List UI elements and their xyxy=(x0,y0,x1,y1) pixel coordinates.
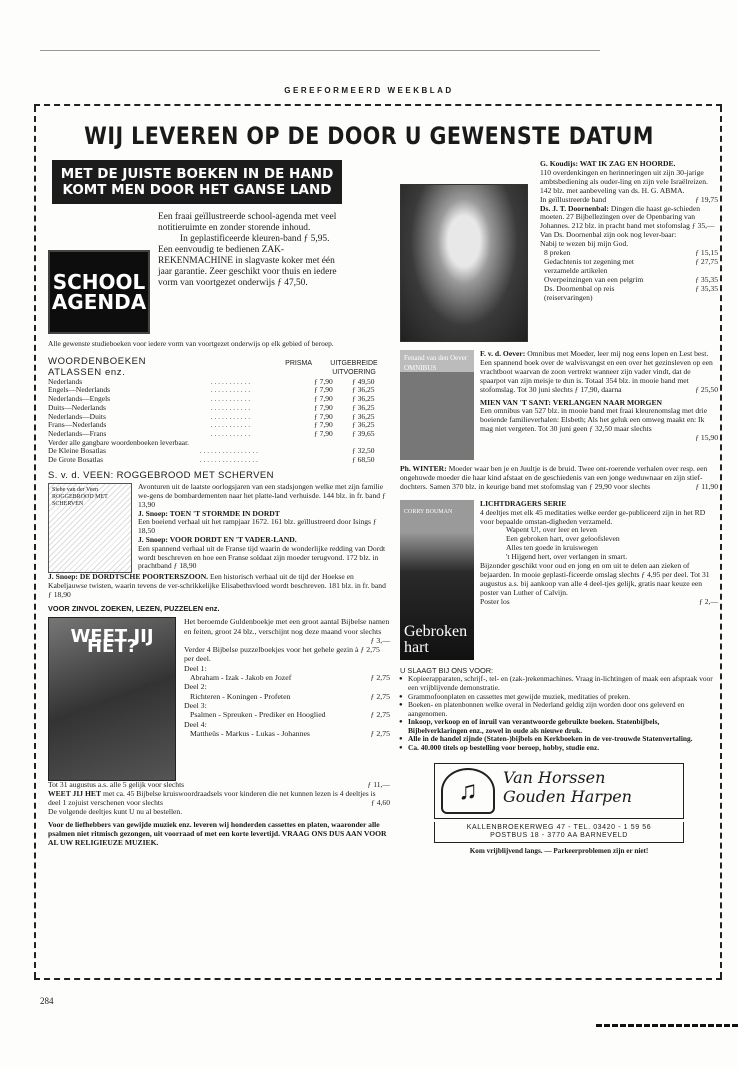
deel-title: Richteren - Koningen - Profeten xyxy=(190,691,291,701)
koudijs-desc: 110 overdenkingen en herinneringen uit zijn 30-jarige ambtsbediening als ouder-ling en zijn vele Israëlreizen. 142 blz. met aanbeveling van ds. H. G. ABMA. xyxy=(540,167,708,195)
wb-uitg: ƒ 36,25 xyxy=(352,394,375,404)
gb-totals xyxy=(48,781,390,848)
list-item: ● Inkoop, verkoop en of inruil van verantwoorde gebruikte boeken. Statenbijbels, Bijbelverklaringen enz., zowel in oude als nieuwe druk. xyxy=(400,718,718,735)
list-item: Alles ten goede in kruiswegen xyxy=(506,543,598,553)
winter-desc: Moeder waar ben je en Juultje is de bruid. Twee ont-roerende verhalen over resp. een ongehuwde moeder die haar kind afstaat en de geschiedenis van een jonge weduwnaar en zijn stief-dochters. Samen 370 blz. in keurige band met stofomslag van ƒ 29,90 voor slechts xyxy=(400,464,708,491)
lichtdragers-titles xyxy=(480,526,718,562)
wb-prisma: ƒ 7,90 xyxy=(314,420,333,430)
bosatlas-table xyxy=(48,447,390,464)
doorn-item-name: Overpeinzingen van een pelgrim xyxy=(544,274,644,284)
wb-name: Engels—Nederlands xyxy=(48,385,111,395)
atlassen-title: ATLASSEN enz. xyxy=(48,367,126,379)
gb-tot-label: Tot 31 augustus a.s. alle 5 gelijk voor slechts xyxy=(48,780,185,790)
deel-price: ƒ 2,75 xyxy=(370,710,390,720)
right-column xyxy=(400,160,718,856)
deel-label: Deel 2: xyxy=(184,682,207,692)
gebroken-hart-cover-image xyxy=(400,500,474,660)
roggebrood-cover-image: Siebe van der Veen ROGGEBROOD MET SCHERVEN xyxy=(48,483,132,573)
book2-author: CORRY BOUMAN xyxy=(404,508,453,515)
list-item xyxy=(184,729,390,738)
lichtdragers-desc: 4 deeltjes met elk 45 meditaties welke eerder ge-publiceerd zijn in het RD voor bepaalde omstan-digheden verzameld. xyxy=(480,507,706,526)
wb-name: Nederlands—Frans xyxy=(48,429,107,438)
wb-name: Nederlands xyxy=(48,376,83,386)
oever-desc: Omnibus met Moeder, leer mij nog eens lopen en Lest best. Een spannend boek over de walvisvangst en een over het gezinsleven op een vrachtboot waarvan de zoon vertrekt wanneer zijn vader vindt, dat de spaarpot van zijn meisje te dun is. Totaal 354 blz. in mooie band met stofomslag. Tot 30 juni slechts ƒ 17,90, daarna xyxy=(480,349,713,394)
list-item xyxy=(540,285,718,303)
list-item xyxy=(540,258,718,276)
veen-block xyxy=(48,483,390,573)
doorn-item-price: ƒ 27,75 xyxy=(695,256,718,266)
lichtdragers-title: LICHTDRAGERS SERIE xyxy=(480,498,567,508)
wb-uitg: ƒ 36,25 xyxy=(352,385,375,395)
deel-title: Abraham - Izak - Jakob en Jozef xyxy=(190,673,292,683)
list-item: ● Grammofoonplaten en cassettes met gewijde muziek, meditaties of preken. xyxy=(400,693,718,702)
store-logo-box xyxy=(434,763,684,819)
bos-name: De Kleine Bosatlas xyxy=(48,446,106,456)
doorn-item-price: ƒ 35,35 xyxy=(695,283,718,293)
gb-tot-price: ƒ 11,— xyxy=(367,780,390,790)
deel-price: ƒ 2,75 xyxy=(370,691,390,701)
snoep-desc-1: Een boeiend verhaal uit het rampjaar 1672. 161 blz. geïllustreerd door Isings ƒ 18,50 xyxy=(138,517,377,536)
bos-price: ƒ 32,50 xyxy=(352,446,375,456)
oever-block xyxy=(400,350,718,460)
store-footer: Kom vrijblijvend langs. — Parkeerproblemen zijn er niet! xyxy=(469,846,649,855)
zinvol-heading: VOOR ZINVOL ZOEKEN, LEZEN, PUZZELEN enz. xyxy=(48,603,220,613)
agenda-desc: Een fraai geïllustreerde school-agenda met veel notitieruimte en zonder storende inhoud. xyxy=(158,212,337,233)
doorn-item-name: Ds. Doornenbal op reis (reiservaringen) xyxy=(544,283,615,302)
wb-note: Verder alle gangbare woordenboeken leverbaar. xyxy=(48,437,189,447)
wb-name: Duits—Nederlands xyxy=(48,402,106,412)
bos-dots: . . . . . . . . . . . . . . . . xyxy=(199,446,258,456)
wb-name: Nederlands—Duits xyxy=(48,411,106,421)
table-row xyxy=(48,456,390,465)
banner-headline: WIJ LEVEREN OP DE DOOR U GEWENSTE DATUM xyxy=(84,122,654,150)
bos-price: ƒ 68,50 xyxy=(352,455,375,464)
school-agenda-image: SCHOOL AGENDA xyxy=(48,250,150,334)
snoep-block-3 xyxy=(48,573,390,599)
book2-title: Gebroken hart xyxy=(404,622,468,656)
agenda-price: In geplastificeerde kleuren-band ƒ 5,95. xyxy=(180,234,330,244)
wb-dots: . . . . . . . . . . . xyxy=(210,411,251,421)
doornenbal-items xyxy=(540,249,718,302)
deel-label: Deel 3: xyxy=(184,700,207,710)
winter-block xyxy=(400,465,718,492)
poster-price: ƒ 2,— xyxy=(699,596,718,606)
top-rule xyxy=(40,50,600,51)
koudijs-price-label: In geïllustreerde band xyxy=(540,194,607,204)
harp-logo-icon: ♫ xyxy=(441,768,495,814)
wb-prisma: ƒ 7,90 xyxy=(314,411,333,421)
store-address-2: POSTBUS 18 - 3770 AA BARNEVELD xyxy=(490,831,628,839)
slaagt-heading: U SLAAGT BIJ ONS VOOR: xyxy=(400,665,494,675)
snoep-title-1: J. Snoep: TOEN 'T STORMDE IN DORDT xyxy=(138,508,280,518)
deel-title: Psalmen - Spreuken - Prediker en Hooglied xyxy=(190,710,326,720)
agenda-text xyxy=(158,212,348,334)
oever-title: F. v. d. Oever: xyxy=(480,349,526,358)
lichtdragers-desc-2: Bijzonder geschikt voor oud en jong en om uit te delen aan zieken of bejaarden. In mooie geplasti-ficeerde omslag slechts ƒ 4,95 per deel. Tot 31 augustus a.s. bij aankoop van alle 4 deel-tjes gelijk, gratis naar keuze een poster van Luther of Calvijn. xyxy=(480,561,710,597)
wb-name: Frans—Nederlands xyxy=(48,420,107,430)
doorn-item-price: ƒ 15,15 xyxy=(695,248,718,258)
sant-desc: Een omnibus van 527 blz. in mooie band met fraai kleurenomslag met drie boeiende familieverhalen: Elsbeth; Als het geluk een omweg maakt en: Ik mag niet vergeten. Tot 30 juni geen ƒ 32,50 maar slechts xyxy=(480,406,708,434)
gb-price: ƒ 3,— xyxy=(370,635,390,645)
list-item xyxy=(184,692,390,701)
list-item: 't Hijgend hert, over verlangen in smart. xyxy=(506,552,628,562)
list-item: ● Alle in de handel zijnde (Staten-)bijbels en Kerkboeken in de ver-trouwde Statenvertaling. xyxy=(400,735,718,744)
weet-desc: met ca. 45 Bijbelse kruiswoordraadsels voor kinderen die net kunnen lezen is 4 deeltjes is deel 1 zojuist verschenen voor slechts xyxy=(48,789,376,807)
doornenbal-nabij: Nabij te wezen bij mijn God. xyxy=(540,239,629,249)
wb-name: Nederlands—Engels xyxy=(48,394,111,404)
weet-note: De volgende deeltjes kunt U nu al bestellen. xyxy=(48,806,183,816)
wb-dots: . . . . . . . . . . . xyxy=(210,402,251,412)
edge-mark xyxy=(596,1024,738,1027)
deel-title: Mattheüs - Markus - Lukas - Johannes xyxy=(190,728,310,738)
wb-uitg: ƒ 36,25 xyxy=(352,411,375,421)
lichtdragers-block xyxy=(400,500,718,660)
veen-title: S. v. d. VEEN: ROGGEBROOD MET SCHERVEN xyxy=(48,469,274,481)
wb-dots: . . . . . . . . . . . xyxy=(210,376,251,386)
deel-price: ƒ 2,75 xyxy=(370,673,390,683)
doorn-item-price: ƒ 35,35 xyxy=(695,274,718,284)
weet-price: ƒ 4,60 xyxy=(371,797,390,807)
guldenboekje-block xyxy=(48,617,390,781)
running-header: GEREFORMEERD WEEKBLAD xyxy=(284,86,454,95)
deel-price: ƒ 2,75 xyxy=(370,728,390,738)
store-address xyxy=(434,822,684,843)
doorn-item-name: 8 preken xyxy=(544,248,571,258)
gb-desc-2: Verder 4 Bijbelse puzzelboekjes voor het gehele gezin à ƒ 2,75 per deel. xyxy=(184,645,380,664)
list-item xyxy=(184,710,390,719)
agenda-block xyxy=(48,212,390,334)
doorn-item-name: Gedachtenis tot zegening met verzamelde artikelen xyxy=(544,256,635,275)
doornenbal-desc: Dingen die haast ge-schieden moeten. 27 Bijbellezingen over de Openbaring van Johannes. 212 blz. in pracht band met stofomslag ƒ 35,— Van Ds. Doornenbal zijn ook nog lever-baar: xyxy=(540,203,715,240)
slogan-line-2: KOMT MEN DOOR HET GANSE LAND xyxy=(62,182,332,198)
wb-prisma: ƒ 7,90 xyxy=(314,394,333,404)
poster-label: Poster los xyxy=(480,596,510,606)
store-name-1: Van Horssen xyxy=(503,767,606,787)
winter-price: ƒ 11,90 xyxy=(695,481,718,491)
bos-dots: . . . . . . . . . . . . . . . . xyxy=(199,455,258,464)
koudijs-block xyxy=(400,160,718,342)
slogan-box xyxy=(52,160,342,204)
left-column xyxy=(48,160,390,848)
wb-header xyxy=(48,357,390,378)
weet-jij-het-cover-image: WEET JIJ HET? xyxy=(48,617,176,781)
weet-title: WEET JIJ HET xyxy=(48,789,102,799)
veen-text xyxy=(138,483,390,573)
deel-label: Deel 1: xyxy=(184,663,207,673)
wb-prisma: ƒ 7,90 xyxy=(314,402,333,412)
store-name-2: Gouden Harpen xyxy=(503,786,632,806)
snoep-desc-3: Een historisch verhaal uit de tijd der Hoekse en Kabeljauwse twisten, waarin tevens de ver-schrikkelijke Elisabethsvloed wordt beschreven. 181 blz. in fr. band ƒ 18,90 xyxy=(48,572,386,599)
wb-dots: . . . . . . . . . . . xyxy=(210,394,251,404)
wb-prisma: ƒ 7,90 xyxy=(314,429,333,438)
doornenbal-title: Ds. J. T. Doornenbal: xyxy=(540,203,609,213)
wb-dots: . . . . . . . . . . . xyxy=(210,429,251,438)
wb-prisma: ƒ 7,90 xyxy=(314,385,333,395)
col-prisma: PRISMA xyxy=(285,359,312,367)
koudijs-title: G. Koudijs: WAT IK ZAG EN HOORDE. xyxy=(540,159,676,168)
list-item xyxy=(184,673,390,682)
store-address-1: KALLENBROEKERWEG 47 - TEL. 03420 - 1 59 56 xyxy=(466,823,652,831)
sant-price: ƒ 15,90 xyxy=(695,433,718,443)
muziek-note: Voor de liefhebbers van gewijde muziek enz. leveren wij honderden cassettes en platen, waaronder alle psalmen niet ritmisch gezongen, uit voorraad of met een korte levertijd. VRAAG ONS DUS AAN VOOR AL UW RELIGIEUZE MUZIEK. xyxy=(48,820,387,848)
portrait-photo xyxy=(400,184,528,342)
list-item: ● Kopieerapparaten, schrijf-, tel- en (zak-)rekenmachines. Vraag in-lichtingen of maak een afspraak voor een vrijblijvende demonstratie. xyxy=(400,675,718,692)
snoep-title-2: J. Snoep: VOOR DORDT EN 'T VADER-LAND. xyxy=(138,535,297,545)
calculator-desc: Een eenvoudig te bedienen ZAK-REKENMACHINE in slagvaste koker met één jaar garantie. Zeer geschikt voor thuis en iedere vorm van voortgezet onderwijs ƒ 47,50. xyxy=(158,245,337,288)
wb-prisma: ƒ 7,90 xyxy=(314,376,333,386)
list-item: Wapent U!, over leer en leven xyxy=(506,525,597,535)
guldenboekje-text xyxy=(184,617,390,781)
wb-uitg: ƒ 49,50 xyxy=(352,376,375,386)
wb-uitg: ƒ 39,65 xyxy=(352,429,375,438)
oever-price: ƒ 25,50 xyxy=(695,384,718,394)
wb-uitg: ƒ 36,25 xyxy=(352,402,375,412)
veen-desc: Avonturen uit de laatste oorlogsjaren van een stadsjongen welke met zijn familie we-gens de bombardementen naar het platte-land verhuisde. 144 blz. in fr. band ƒ 13,90 xyxy=(138,482,386,509)
wb-dots: . . . . . . . . . . . xyxy=(210,420,251,430)
wb-uitg: ƒ 36,25 xyxy=(352,420,375,430)
deel-label: Deel 4: xyxy=(184,719,207,729)
slogan-line-1: MET DE JUISTE BOEKEN IN DE HAND xyxy=(60,166,334,182)
list-item: Een gebroken hart, over geloofsleven xyxy=(506,534,620,544)
wb-dots: . . . . . . . . . . . xyxy=(210,385,251,395)
services-list xyxy=(400,675,718,752)
snoep-title-3: J. Snoep: DE DORDTSCHE POORTERSZOON. xyxy=(48,572,209,582)
studieboeken-note: Alle gewenste studieboeken voor iedere vorm van voortgezet onderwijs op elk gebied of beroep. xyxy=(48,339,334,348)
col-uitgebreide: UITGEBREIDE UITVOERING xyxy=(330,359,378,377)
winter-title: Ph. WINTER: xyxy=(400,464,447,473)
snoep-desc-2: Een spannend verhaal uit de Franse tijd waarin de wonderlijke redding van Dordt wordt beschreven en hoe een Franse soldaat zijn moeder terugvond. 172 blz. in prachtband ƒ 18,90 xyxy=(138,543,386,571)
koudijs-price: ƒ 19,75 xyxy=(695,194,718,204)
omnibus-cover-image: Fenand van den Oever OMNIBUS xyxy=(400,350,474,460)
sant-title: MIEN VAN 'T SANT: VERLANGEN NAAR MORGEN xyxy=(480,397,662,407)
gb-desc: Het beroemde Guldenboekje met een groot aantal Bijbelse namen en feiten, groot 24 blz., verschijnt nog deze maand voor slechts xyxy=(184,617,390,636)
woordenboeken-table xyxy=(48,378,390,439)
bos-name: De Grote Bosatlas xyxy=(48,455,103,464)
woordenboeken-title: WOORDENBOEKEN xyxy=(48,355,147,367)
delen-list xyxy=(184,664,390,738)
list-item: ● Ca. 40.000 titels op bestelling voor beroep, hobby, studie enz. xyxy=(400,744,718,753)
page-number: 284 xyxy=(40,996,54,1006)
list-item: ● Boeken- en platenbonnen welke overal in Nederland geldig zijn worden door ons geleverd en aangenomen. xyxy=(400,701,718,718)
